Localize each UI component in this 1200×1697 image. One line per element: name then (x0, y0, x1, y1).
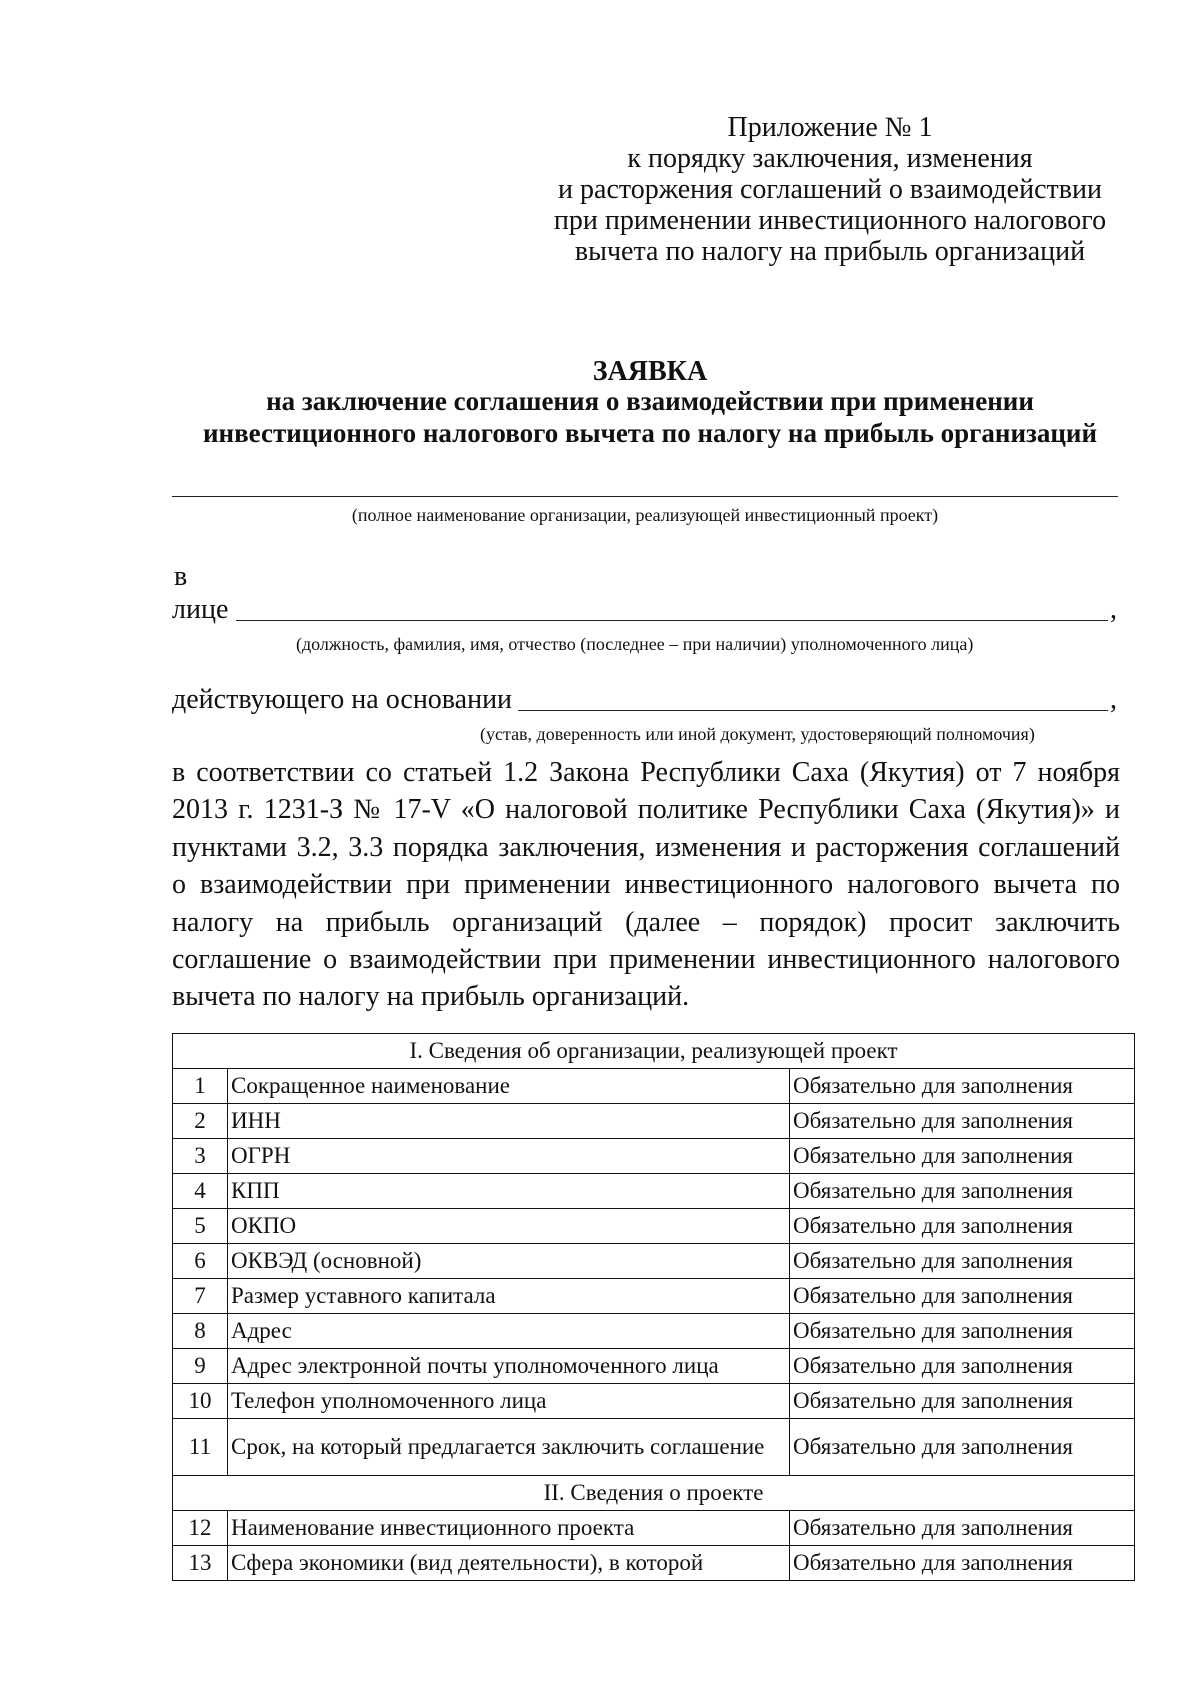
row-required-note[interactable]: Обязательно для заполнения (790, 1069, 1135, 1104)
row-required-note[interactable]: Обязательно для заполнения (790, 1209, 1135, 1244)
representative-hint: (должность, фамилия, имя, отчество (последнее – при наличии) уполномоченного лица) (296, 634, 974, 654)
row-field-name: Сфера экономики (вид деятельности), в которой (228, 1546, 790, 1581)
row-field-name: ИНН (228, 1104, 790, 1139)
org-name-hint: (полное наименование организации, реализующей инвестиционный проект) (351, 505, 939, 525)
paragraph-line: о взаимодействии при применении инвестиционного налогового вычета по (172, 869, 1120, 901)
paragraph-line: 2013 г. 1231-З № 17-V «О налоговой политике Республики Саха (Якутия)» и (172, 794, 1120, 826)
row-field-name: ОКВЭД (основной) (228, 1244, 790, 1279)
row-field-name: ОГРН (228, 1139, 790, 1174)
v-word: в (174, 561, 188, 592)
appendix-header (540, 112, 1120, 267)
row-required-note[interactable]: Обязательно для заполнения (790, 1174, 1135, 1209)
row-field-name: Срок, на который предлагается заключить соглашение (228, 1419, 790, 1476)
request-paragraph (172, 754, 1120, 1016)
row-field-name: Телефон уполномоченного лица (228, 1384, 790, 1419)
row-number: 7 (173, 1279, 228, 1314)
basis-comma: , (1110, 684, 1117, 715)
document-subtitle-line-2: инвестиционного налогового вычета по налогу на прибыль организаций (202, 418, 1098, 448)
row-number: 13 (173, 1546, 228, 1581)
paragraph-line: в соответствии со статьей 1.2 Закона Республики Саха (Якутия) от 7 ноября (172, 757, 1120, 788)
basis-label: действующего на основании (172, 684, 513, 715)
appendix-line-5: вычета по налогу на прибыль организаций (574, 236, 1086, 267)
table-row (173, 1244, 1135, 1279)
row-field-name: КПП (228, 1174, 790, 1209)
table-row (173, 1546, 1135, 1581)
paragraph-line: пунктами 3.2, 3.3 порядка заключения, изменения и расторжения соглашений (172, 831, 1120, 863)
row-number: 9 (173, 1349, 228, 1384)
row-required-note[interactable]: Обязательно для заполнения (790, 1546, 1135, 1581)
table-row (173, 1209, 1135, 1244)
row-required-note[interactable]: Обязательно для заполнения (790, 1349, 1135, 1384)
document-title: ЗАЯВКА (592, 356, 708, 387)
row-number: 11 (173, 1419, 228, 1476)
info-table (172, 1033, 1135, 1581)
paragraph-line: вычета по налогу на прибыль организаций. (172, 981, 690, 1013)
row-number: 2 (173, 1104, 228, 1139)
row-field-name: ОКПО (228, 1209, 790, 1244)
row-required-note[interactable]: Обязательно для заполнения (790, 1384, 1135, 1419)
table-row (173, 1349, 1135, 1384)
row-required-note[interactable]: Обязательно для заполнения (790, 1511, 1135, 1546)
row-field-name: Сокращенное наименование (228, 1069, 790, 1104)
row-field-name: Наименование инвестиционного проекта (228, 1511, 790, 1546)
lice-comma: , (1110, 594, 1117, 625)
row-required-note[interactable]: Обязательно для заполнения (790, 1139, 1135, 1174)
row-required-note[interactable]: Обязательно для заполнения (790, 1314, 1135, 1349)
row-number: 3 (173, 1139, 228, 1174)
paragraph-line: налогу на прибыль организаций (далее – порядок) просит заключить (172, 906, 1120, 938)
table-row (173, 1419, 1135, 1476)
row-number: 5 (173, 1209, 228, 1244)
table-row (173, 1174, 1135, 1209)
section-header-row (173, 1476, 1135, 1511)
table-row (173, 1139, 1135, 1174)
row-number: 1 (173, 1069, 228, 1104)
table-row (173, 1511, 1135, 1546)
paragraph-line: соглашение о взаимодействии при применении инвестиционного налогового (172, 944, 1120, 976)
row-required-note[interactable]: Обязательно для заполнения (790, 1419, 1135, 1476)
row-required-note[interactable]: Обязательно для заполнения (790, 1104, 1135, 1139)
row-required-note[interactable]: Обязательно для заполнения (790, 1244, 1135, 1279)
row-field-name: Размер уставного капитала (228, 1279, 790, 1314)
row-number: 4 (173, 1174, 228, 1209)
table-row (173, 1279, 1135, 1314)
document-subtitle-line-1: на заключение соглашения о взаимодействии при применении (266, 386, 1034, 416)
row-field-name: Адрес (228, 1314, 790, 1349)
representative-field[interactable] (236, 620, 1108, 621)
row-field-name: Адрес электронной почты уполномоченного лица (228, 1349, 790, 1384)
lice-label: лице (172, 594, 229, 625)
basis-hint: (устав, доверенность или иной документ, удостоверяющий полномочия) (480, 724, 1035, 744)
appendix-line-1: Приложение № 1 (727, 112, 933, 143)
row-number: 8 (173, 1314, 228, 1349)
appendix-line-3: и расторжения соглашений о взаимодействии (558, 174, 1102, 205)
table-row (173, 1069, 1135, 1104)
row-number: 10 (173, 1384, 228, 1419)
row-number: 6 (173, 1244, 228, 1279)
row-required-note[interactable]: Обязательно для заполнения (790, 1279, 1135, 1314)
section-2-header: II. Сведения о проекте (173, 1476, 1135, 1511)
table-row (173, 1314, 1135, 1349)
row-number: 12 (173, 1511, 228, 1546)
table-row (173, 1384, 1135, 1419)
org-name-field[interactable] (172, 496, 1118, 497)
appendix-line-4: при применении инвестиционного налогового (553, 205, 1107, 236)
basis-field[interactable] (518, 710, 1108, 711)
section-header-row (173, 1034, 1135, 1069)
appendix-line-2: к порядку заключения, изменения (627, 143, 1033, 174)
section-1-header: I. Сведения об организации, реализующей проект (173, 1034, 1135, 1069)
table-row (173, 1104, 1135, 1139)
